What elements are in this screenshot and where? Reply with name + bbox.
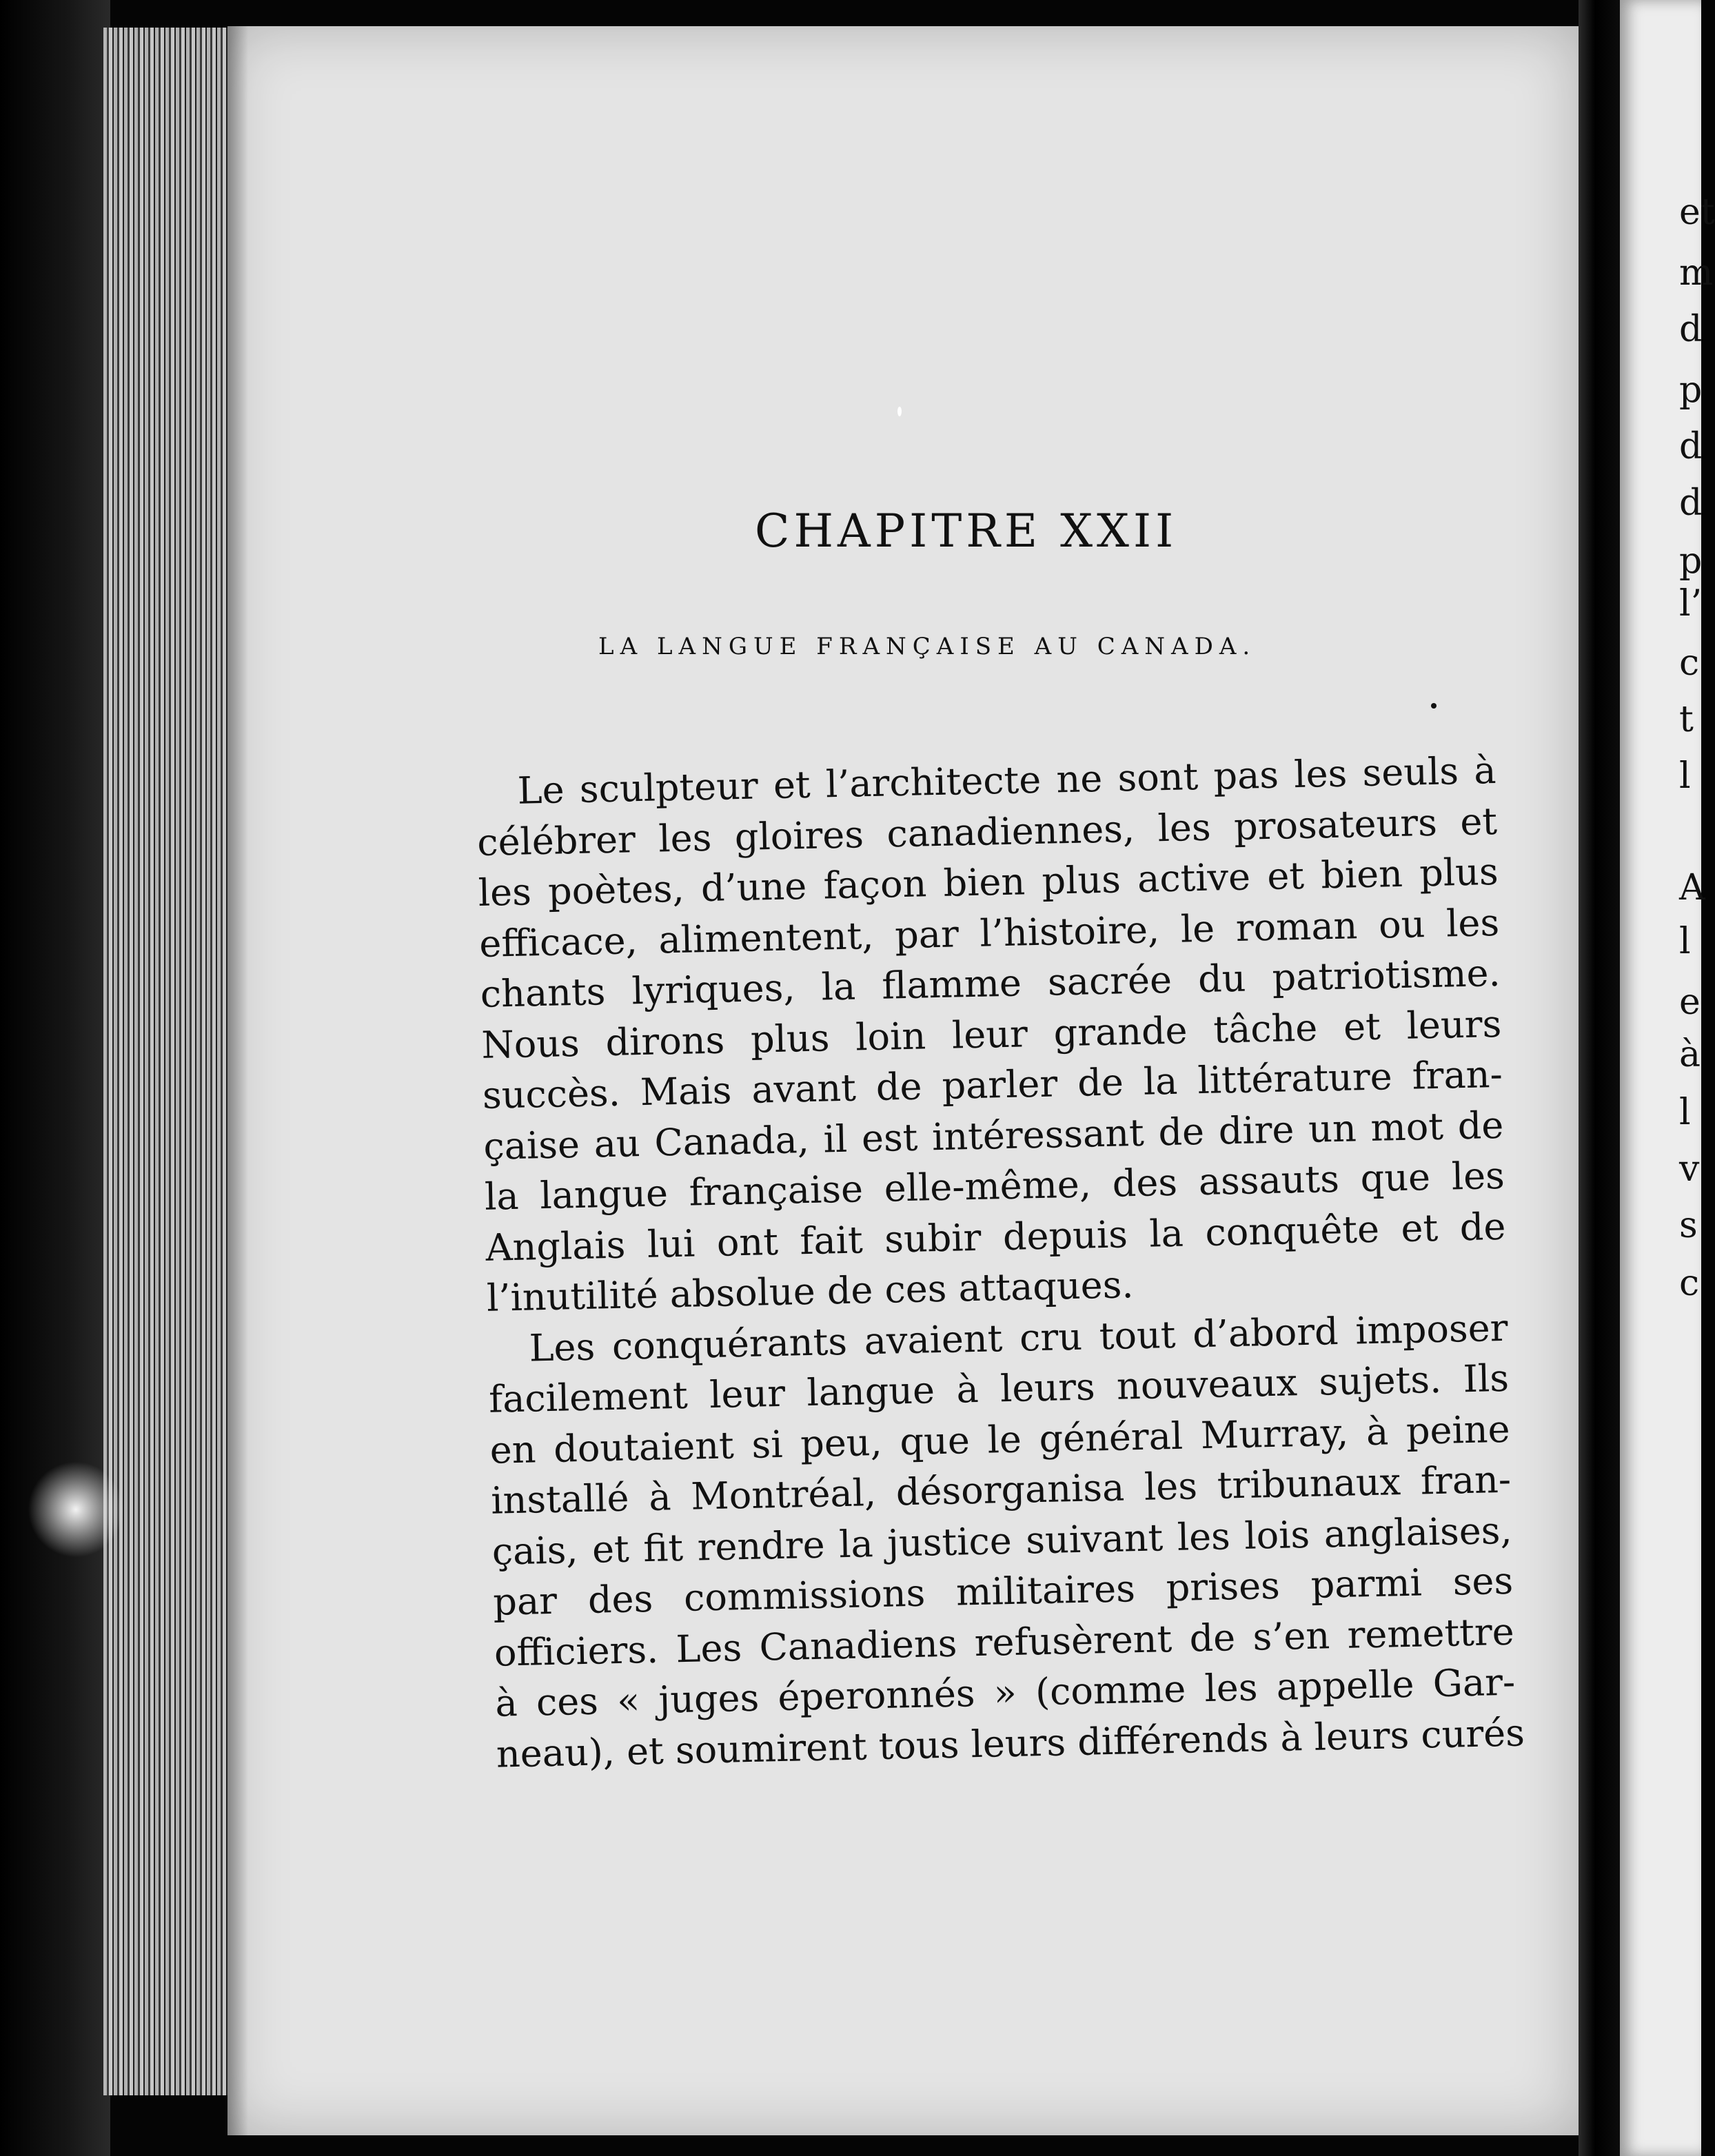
text-line: facilement leur langue à leurs nouveaux sujets. Ils	[488, 1356, 1510, 1421]
text-line: la langue française elle-même, des assauts que les	[484, 1153, 1505, 1219]
right-page-letter: c	[1679, 642, 1700, 684]
chapter-title: CHAPITRE XXII	[755, 505, 1178, 558]
scan-glare	[28, 1461, 124, 1558]
right-page-letter: t	[1679, 699, 1694, 740]
right-page-fragment	[1620, 0, 1715, 2156]
right-page-letter: l’	[1679, 583, 1703, 624]
right-page-letter: et	[1679, 192, 1715, 233]
right-page-letter: l	[1679, 921, 1691, 962]
right-page-letter: c	[1679, 1263, 1700, 1304]
right-page-letter: l	[1679, 755, 1691, 797]
body-text	[476, 745, 1525, 1780]
text-line: l’inutilité absolue de ces attaques.	[486, 1263, 1135, 1320]
ink-speck	[897, 407, 902, 416]
text-line: succès. Mais avant de parler de la littérature fran-	[482, 1052, 1503, 1117]
right-page-letter: p	[1679, 540, 1703, 582]
right-page-letter: d	[1679, 426, 1703, 467]
right-page-letter: p	[1679, 369, 1703, 411]
book-spine-shadow	[0, 0, 110, 2156]
right-page-letter: à	[1679, 1034, 1701, 1075]
text-line: Les conquérants avaient cru tout d’abord imposer	[529, 1305, 1509, 1370]
right-page-letter: d	[1679, 482, 1703, 524]
right-page-letter: v	[1679, 1148, 1700, 1190]
text-line: çais, et fit rendre la justice suivant les lois anglaises,	[491, 1508, 1513, 1574]
right-page-letter: e	[1679, 982, 1701, 1023]
right-page-letter: s	[1679, 1205, 1698, 1246]
text-line: çaise au Canada, il est intéressant de dire un mot de	[483, 1103, 1504, 1168]
page-gutter	[1579, 0, 1620, 2156]
right-page-letter: l	[1679, 1092, 1691, 1133]
page-edges	[103, 28, 234, 2095]
text-line: en doutaient si peu, que le général Murray, à peine	[489, 1407, 1511, 1472]
text-line: installé à Montréal, désorganisa les tribunaux fran-	[490, 1457, 1512, 1523]
right-page-letter: A	[1679, 867, 1705, 908]
text-line: Nous dirons plus loin leur grande tâche et leurs	[480, 1001, 1502, 1067]
right-page-letter: d	[1679, 309, 1703, 350]
text-line: à ces « juges éperonnés » (comme les appelle Gar-	[494, 1660, 1516, 1725]
text-line: chants lyriques, la flamme sacrée du patriotisme.	[480, 950, 1501, 1016]
text-line: neau), et soumirent tous leurs différends à leurs curés	[496, 1710, 1525, 1776]
right-page-letter: m	[1679, 252, 1714, 294]
text-line: Le sculpteur et l’architecte ne sont pas les seuls à	[517, 749, 1497, 813]
text-line: les poètes, d’une façon bien plus active et bien plus	[478, 849, 1499, 915]
text-line: Anglais lui ont fait subir depuis la conquête et de	[485, 1204, 1506, 1270]
text-line: par des commissions militaires prises parmi ses	[492, 1558, 1514, 1624]
chapter-subtitle: LA LANGUE FRANÇAISE AU CANADA.	[598, 633, 1257, 660]
text-line: efficace, alimentent, par l’histoire, le roman ou les	[478, 900, 1500, 966]
text-line: célébrer les gloires canadiennes, les prosateurs et	[476, 799, 1498, 864]
ink-speck	[1431, 703, 1437, 709]
text-line: officiers. Les Canadiens refusèrent de s’en remettre	[494, 1609, 1515, 1675]
